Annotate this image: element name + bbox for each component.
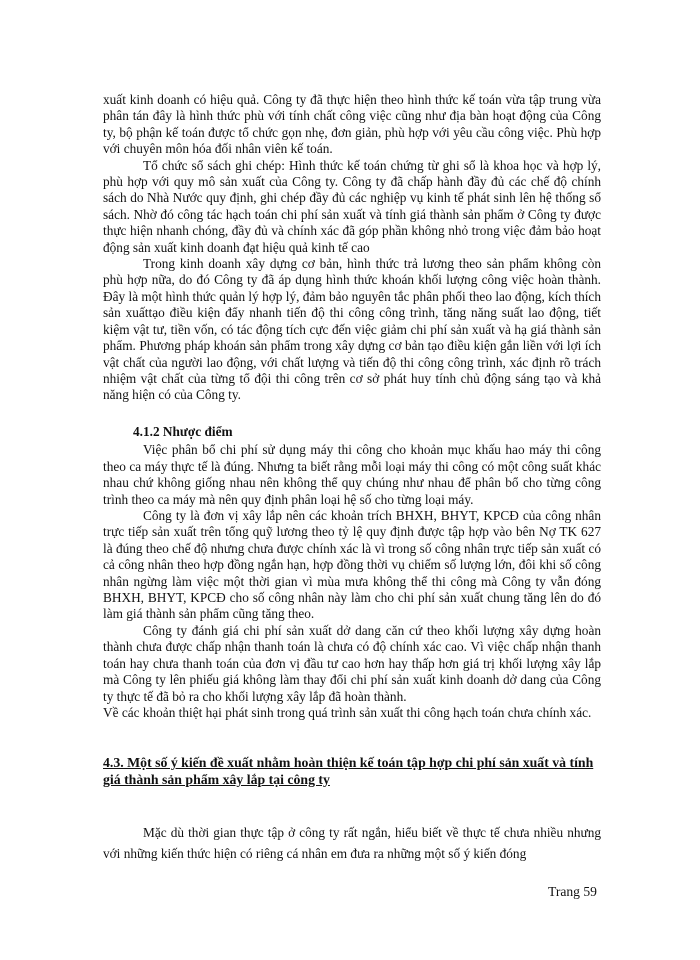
paragraph: Tổ chức sổ sách ghi chép: Hình thức kế toán chứng từ ghi sổ là khoa học và hợp lý, phù hợp với quy mô sản xuất của Công ty. Công ty đã chấp hành đầy đủ các chế độ chính sách do Nhà Nước quy định, ghi chép đầy đủ các nghiệp vụ kinh tế phát sinh lên hệ thống sổ sách. Nhờ đó công tác hạch toán chi phí sản xuất và tính giá thành sản phẩm ở Công ty được thực hiện nhanh chóng, đầy đủ và chính xác đã góp phần không nhỏ trong việc đảm bảo hoạt động sản xuất kinh doanh đạt hiệu quả kinh tế cao <box>103 157 601 255</box>
strengths-continued <box>103 92 601 404</box>
paragraph: Công ty đánh giá chi phí sản xuất dở dang căn cứ theo khối lượng xây dựng hoàn thành chưa được chấp nhận thanh toán là chưa có độ chính xác cao. Vì việc chấp nhận thanh toán hay chưa thanh toán của đơn vị đầu tư cao hơn hay thấp hơn giá trị khối lượng xây lắp mà Công ty lên phiếu giá không làm thay đổi chi phí sản xuất kinh doanh dở dang của Công ty thực tế đã bỏ ra cho khối lượng xây lắp đã hoàn thành. <box>103 622 601 704</box>
page-number: Trang 59 <box>548 884 597 899</box>
paragraph: Mặc dù thời gian thực tập ở công ty rất ngắn, hiểu biết về thực tế chưa nhiều nhưng với những kiến thức hiện có riêng cá nhân em đưa ra những một số ý kiến đóng <box>103 825 601 861</box>
section-heading: 4.1.2 Nhược điểm <box>133 424 233 439</box>
paragraph: Việc phân bổ chi phí sử dụng máy thi công cho khoản mục khấu hao máy thi công theo ca máy thực tế là đúng. Nhưng ta biết rằng mỗi loại máy thi công có một công suất khác nhau chứ không giống nhau nên không thể quy chúng như nhau để phân bổ cho từng công trình theo ca máy mà nên quy định phân loại hệ số cho từng loại máy. <box>103 442 601 507</box>
paragraph: Công ty là đơn vị xây lắp nên các khoản trích BHXH, BHYT, KPCĐ của công nhân trực tiếp sản xuất trên tổng quỹ lương theo tỷ lệ quy định được tập hợp vào bên Nợ TK 627 là đúng theo chế độ nhưng chưa được chính xác là vì trong số công nhân trực tiếp sản xuất có cả công nhân theo hợp đồng ngắn hạn, hợp đồng thời vụ chiếm số lượng lớn, đôi khi số công nhân ngừng làm việc một thời gian vì mùa mưa không thể thi công mà Công ty vẫn đóng BHXH, BHYT, KPCĐ cho số công nhân này làm cho chi phí sản xuất chung tăng lên do đó làm giá thành sản phẩm cũng tăng theo. <box>103 508 601 622</box>
paragraph: Về các khoản thiệt hại phát sinh trong quá trình sản xuất thi công hạch toán chưa chính xác. <box>103 704 592 720</box>
section-weaknesses <box>103 424 601 721</box>
paragraph: xuất kinh doanh có hiệu quả. Công ty đã thực hiện theo hình thức kế toán vừa tập trung vừa phân tán đây là hình thức phù với tính chất công việc cũng như địa bàn hoạt động của Công ty, bộ phận kế toán được tổ chức gọn nhẹ, đơn giản, phù hợp với yêu cầu công việc. Phù hợp với chuyên môn hóa đối nhân viên kế toán. <box>103 92 601 157</box>
paragraph: Trong kinh doanh xây dựng cơ bản, hình thức trả lương theo sản phẩm không còn phù hợp nữa, do đó Công ty đã áp dụng hình thức khoán khối lượng công việc hoàn thành. Đây là một hình thức quản lý hợp lý, đảm bảo nguyên tắc phân phối theo lao động, kích thích sản xuấttạo điều kiện đẩy nhanh tiến độ thi công công trình, tăng năng suất lao động, tiết kiệm vật tư, tiền vốn, có tác động tích cực đến việc giảm chi phí sản xuất và hạ giá thành sản phẩm. Phương pháp khoán sản phẩm trong xây dựng cơ bản tạo điều kiện gắn liền với lợi ích vật chất của người lao động, với chất lượng và tiến độ thi công công trình, xác định rõ trách nhiệm vật chất của từng tổ đội thi công trên cơ sở phát huy tính chủ động sáng tạo và khả năng hiện có của Công ty. <box>103 256 601 403</box>
section-heading: 4.3. Một số ý kiến đề xuất nhằm hoàn thiện kế toán tập hợp chi phí sản xuất và tính giá thành sản phẩm xây lắp tại công ty <box>103 755 594 787</box>
section-proposals-body <box>103 822 601 864</box>
section-proposals-heading <box>103 755 601 789</box>
